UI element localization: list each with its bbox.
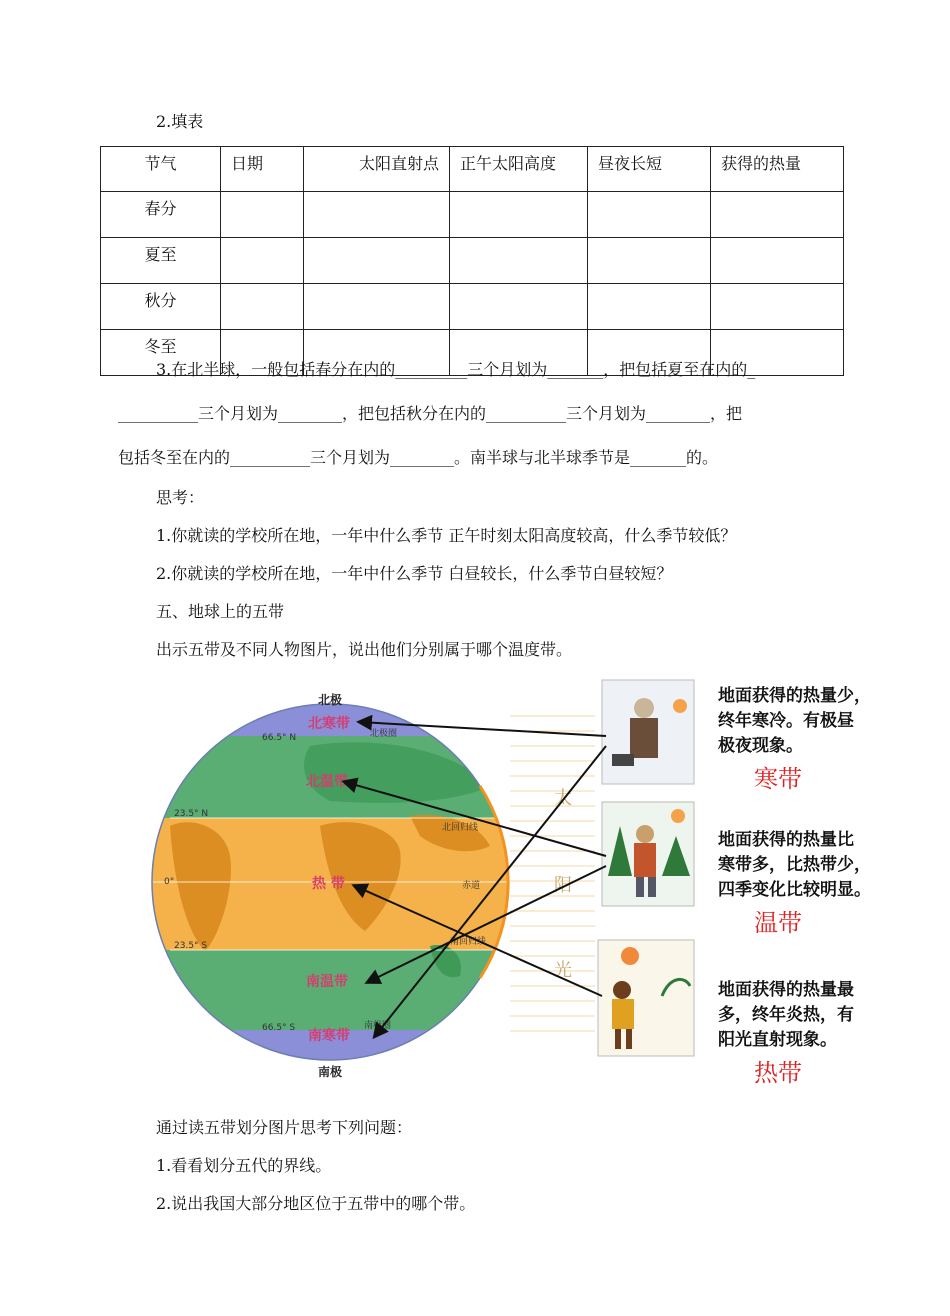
post-q2: 2.说出我国大部分地区位于五带中的哪个带。 — [156, 1194, 476, 1213]
circle-label: 南回归线 — [450, 937, 487, 947]
sun-char: 太 — [554, 788, 572, 809]
desc-line: 地面获得的热量少， — [718, 686, 871, 706]
zone-label-north-temperate: 北温带 — [306, 774, 348, 790]
table-cell: 秋分 — [101, 284, 221, 330]
table-header: 正午太阳高度 — [450, 147, 588, 192]
north-pole-label: 北极 — [318, 693, 343, 707]
table-header: 日期 — [221, 147, 304, 192]
south-pole-label: 南极 — [318, 1065, 343, 1079]
table-cell[interactable] — [450, 238, 588, 284]
q3-line1: 3.在北半球，一般包括春分在内的_________三个月划为_______，把包括夏至在内的_ — [156, 360, 756, 379]
circle-label: 赤道 — [462, 881, 481, 891]
frigid-desc — [718, 684, 871, 794]
desc-line: 阳光直射现象。 — [718, 1030, 837, 1050]
desc-line: 多，终年炎热，有 — [718, 1005, 854, 1025]
table-cell[interactable] — [711, 238, 844, 284]
zone-label-north-frigid: 北寒带 — [308, 716, 350, 732]
table-row — [101, 192, 844, 238]
table-cell[interactable] — [304, 238, 450, 284]
table-cell: 夏至 — [101, 238, 221, 284]
post-q1: 1.看看划分五代的界线。 — [156, 1156, 332, 1175]
desc-line: 终年寒冷。有极昼 — [718, 711, 854, 731]
desc-line: 寒带多，比热带少， — [718, 855, 871, 875]
table-cell[interactable] — [711, 284, 844, 330]
table-cell[interactable] — [221, 192, 304, 238]
tropical-desc — [718, 978, 854, 1088]
table-row — [101, 284, 844, 330]
lat-label: 23.5° S — [174, 941, 208, 951]
table-cell[interactable] — [221, 284, 304, 330]
lat-label: 23.5° N — [174, 809, 209, 819]
desc-line: 四季变化比较明显。 — [718, 880, 871, 900]
table-cell[interactable] — [450, 284, 588, 330]
table-cell[interactable] — [588, 238, 711, 284]
section2-title: 2.填表 — [156, 112, 204, 131]
zone-name: 热带 — [754, 1059, 802, 1087]
circle-label: 南极圈 — [364, 1021, 392, 1031]
fill-table — [100, 146, 844, 376]
table-header: 太阳直射点 — [304, 147, 450, 192]
table-cell[interactable] — [221, 238, 304, 284]
table-cell[interactable] — [588, 192, 711, 238]
sun-rays — [510, 716, 595, 1031]
lat-label: 0° — [164, 877, 175, 887]
temperate-person-picture — [602, 802, 694, 906]
zone-label-tropic: 热 带 — [312, 876, 345, 892]
sun-char: 光 — [554, 960, 572, 981]
lat-label: 66.5° N — [262, 733, 297, 743]
circle-label: 北极圈 — [370, 729, 398, 739]
table-header-row — [101, 147, 844, 192]
table-header: 节气 — [101, 147, 221, 192]
table-cell[interactable] — [450, 192, 588, 238]
sun-char: 阳 — [554, 875, 572, 896]
zone-label-south-temperate: 南温带 — [306, 974, 348, 990]
think-q2: 2.你就读的学校所在地，一年中什么季节 白昼较长，什么季节白昼较短？ — [156, 564, 673, 583]
globe — [150, 676, 550, 1086]
table-cell[interactable] — [304, 192, 450, 238]
post-intro: 通过读五带划分图片思考下列问题： — [156, 1118, 413, 1137]
zone-label-south-frigid: 南寒带 — [308, 1028, 350, 1044]
desc-line: 地面获得的热量最 — [718, 980, 854, 1000]
table-header: 昼夜长短 — [588, 147, 711, 192]
section5-title: 五、地球上的五带 — [156, 602, 285, 621]
zone-name: 温带 — [754, 909, 802, 937]
table-header: 获得的热量 — [711, 147, 844, 192]
arctic-person-picture — [602, 680, 694, 784]
desc-line: 极夜现象。 — [718, 736, 803, 756]
table-cell[interactable] — [711, 192, 844, 238]
tropical-person-picture — [598, 940, 694, 1056]
q3-line3: 包括冬至在内的__________三个月划为________。南半球与北半球季节是_______的。 — [118, 448, 719, 467]
desc-line: 地面获得的热量比 — [718, 830, 854, 850]
think-q1: 1.你就读的学校所在地，一年中什么季节 正午时刻太阳高度较高，什么季节较低？ — [156, 526, 737, 545]
q3-line2: __________三个月划为________，把包括秋分在内的__________三个月划为________，把 — [118, 404, 743, 423]
circle-label: 北回归线 — [442, 823, 479, 833]
lat-label: 66.5° S — [262, 1023, 296, 1033]
table-cell[interactable] — [588, 284, 711, 330]
temperate-desc — [718, 828, 871, 938]
table-cell[interactable] — [304, 284, 450, 330]
table-cell: 冬至 — [101, 330, 221, 376]
zone-name: 寒带 — [754, 765, 802, 793]
think-title: 思考： — [156, 488, 205, 507]
table-row — [101, 238, 844, 284]
table-cell: 春分 — [101, 192, 221, 238]
section5-intro: 出示五带及不同人物图片，说出他们分别属于哪个温度带。 — [156, 640, 573, 659]
five-zones-figure — [150, 676, 890, 1086]
